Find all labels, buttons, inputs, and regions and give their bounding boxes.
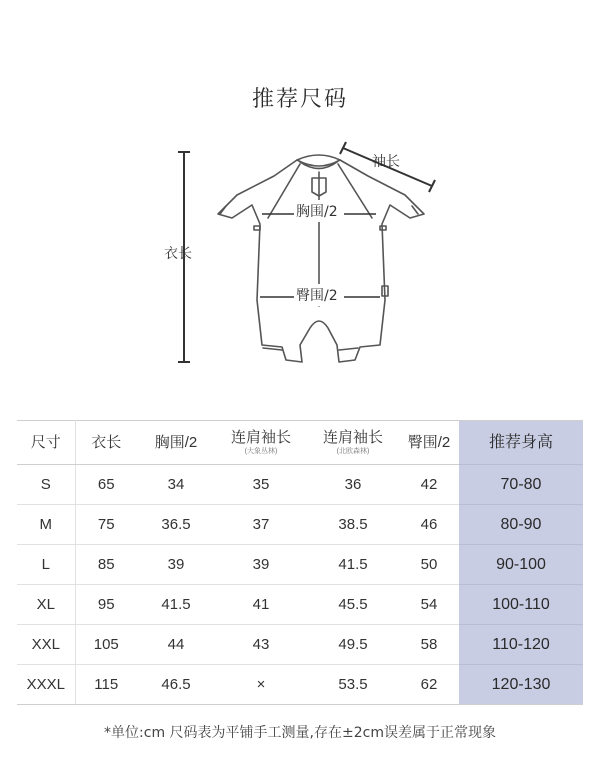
chest-label: 胸围/2 [296, 204, 338, 220]
cell-height: 100-110 [459, 585, 583, 625]
cell-chest: 46.5 [137, 665, 215, 705]
romper-outline [218, 155, 424, 362]
cell-hip: 54 [399, 585, 459, 625]
table-row [17, 545, 583, 585]
cell-sleeve-nordic: 53.5 [307, 665, 399, 705]
sleeve-label: 袖长 [372, 154, 400, 170]
cell-height: 80-90 [459, 505, 583, 545]
table-row [17, 585, 583, 625]
cell-sleeve-nordic: 49.5 [307, 625, 399, 665]
cell-sleeve-elephant: 43 [215, 625, 307, 665]
page-title: 推荐尺码 [251, 87, 348, 112]
length-label: 衣长 [164, 246, 192, 262]
cell-size: XXL [17, 625, 75, 665]
cell-length: 85 [75, 545, 137, 585]
cell-sleeve-elephant: 41 [215, 585, 307, 625]
cell-size: S [17, 465, 75, 505]
header-height: 推荐身高 [459, 421, 583, 465]
cell-sleeve-elephant: 35 [215, 465, 307, 505]
cell-chest: 36.5 [137, 505, 215, 545]
cell-height: 90-100 [459, 545, 583, 585]
cell-sleeve-nordic: 38.5 [307, 505, 399, 545]
cell-length: 65 [75, 465, 137, 505]
header-hip: 臀围/2 [399, 421, 459, 465]
header-length: 衣长 [75, 421, 137, 465]
cell-chest: 39 [137, 545, 215, 585]
cell-height: 120-130 [459, 665, 583, 705]
table-header-row [17, 421, 583, 465]
cell-sleeve-elephant: 39 [215, 545, 307, 585]
cell-sleeve-nordic: 36 [307, 465, 399, 505]
cell-size: L [17, 545, 75, 585]
cell-sleeve-nordic: 41.5 [307, 545, 399, 585]
cell-length: 95 [75, 585, 137, 625]
cell-hip: 42 [399, 465, 459, 505]
cell-hip: 58 [399, 625, 459, 665]
cell-size: XL [17, 585, 75, 625]
footnote: *单位:cm 尺码表为平铺手工测量,存在±2cm误差属于正常现象 [104, 725, 496, 741]
cell-size: XXXL [17, 665, 75, 705]
table-row [17, 665, 583, 705]
cell-height: 110-120 [459, 625, 583, 665]
header-chest: 胸围/2 [137, 421, 215, 465]
header-size: 尺寸 [17, 421, 75, 465]
table-row [17, 625, 583, 665]
cell-length: 105 [75, 625, 137, 665]
cell-chest: 41.5 [137, 585, 215, 625]
cell-size: M [17, 505, 75, 545]
table-row [17, 465, 583, 505]
cell-hip: 50 [399, 545, 459, 585]
cell-chest: 44 [137, 625, 215, 665]
table-row [17, 505, 583, 545]
cell-sleeve-nordic: 45.5 [307, 585, 399, 625]
header-sleeve-elephant: 连肩袖长 (大象丛林) [215, 421, 307, 465]
cell-sleeve-elephant: 37 [215, 505, 307, 545]
header-sleeve-nordic: 连肩袖长 (北欧森林) [307, 421, 399, 465]
cell-length: 115 [75, 665, 137, 705]
size-table [17, 420, 583, 705]
hip-label: 臀围/2 [296, 288, 338, 304]
cell-hip: 46 [399, 505, 459, 545]
cell-hip: 62 [399, 665, 459, 705]
cell-chest: 34 [137, 465, 215, 505]
cell-height: 70-80 [459, 465, 583, 505]
cell-length: 75 [75, 505, 137, 545]
cell-sleeve-elephant: × [215, 665, 307, 705]
